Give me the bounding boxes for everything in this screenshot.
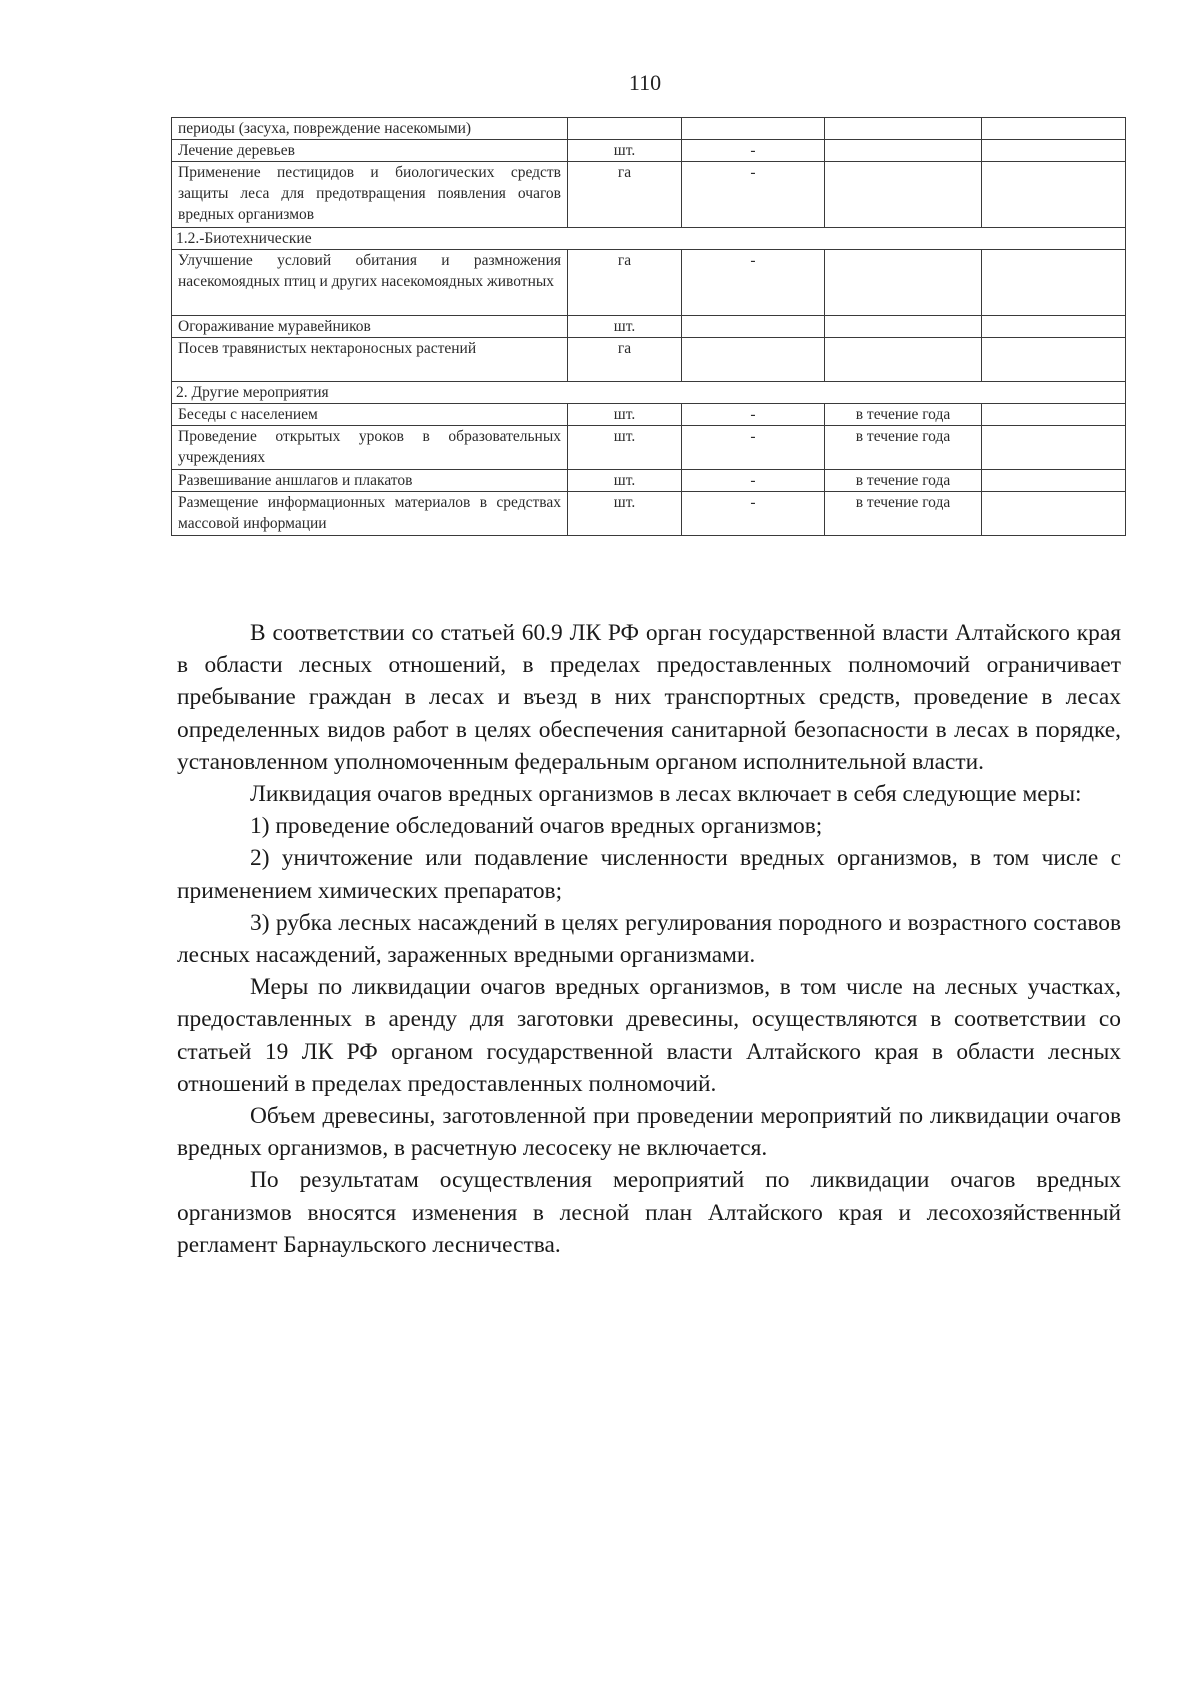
table-section-row [172, 228, 1126, 250]
table-cell-empty [982, 404, 1126, 426]
table-row [172, 470, 1126, 492]
table-row [172, 492, 1126, 536]
table-cell-unit: га [568, 338, 682, 382]
table-row [172, 140, 1126, 162]
table-cell-value: - [682, 426, 825, 470]
table-cell-value: - [682, 404, 825, 426]
page-number: 110 [628, 70, 662, 95]
table-cell-name: Лечение деревьев [172, 140, 568, 162]
table-cell-value: - [682, 250, 825, 316]
table-cell-unit: шт. [568, 470, 682, 492]
list-item: 2) уничтожение или подавление численности вредных организмов, в том числе с применением химических препаратов; [177, 845, 1121, 904]
table-cell-name: Огораживание муравейников [172, 316, 568, 338]
table-cell-name: Применение пестицидов и биологических средств защиты леса для предотвращения появления очагов вредных организмов [172, 162, 568, 228]
table-cell-unit: шт. [568, 140, 682, 162]
table-cell-term [825, 316, 982, 338]
table-row [172, 426, 1126, 470]
table-cell-value: - [682, 492, 825, 536]
table-cell-empty [982, 118, 1126, 140]
table-cell-term [825, 140, 982, 162]
table-cell-unit: шт. [568, 404, 682, 426]
table-row [172, 404, 1126, 426]
table-cell-name: Развешивание аншлагов и плакатов [172, 470, 568, 492]
table-cell-name: Проведение открытых уроков в образовательных учреждениях [172, 426, 568, 470]
table-cell-name: Посев травянистых нектароносных растений [172, 338, 568, 382]
table-cell-empty [982, 316, 1126, 338]
table-cell-term: в течение года [825, 492, 982, 536]
paragraph: В соответствии со статьей 60.9 ЛК РФ орган государственной власти Алтайского края в области лесных отношений, в пределах предоставленных полномочий ограничивает пребывание граждан в лесах и въезд в них транспортных средств, проведение в лесах определенных видов работ в целях обеспечения санитарной безопасности в лесах в порядке, установленном уполномоченным федеральным органом исполнительной власти. [177, 620, 1121, 775]
table-cell-empty [982, 162, 1126, 228]
table-row [172, 118, 1126, 140]
table-cell-value [682, 338, 825, 382]
table-row [172, 316, 1126, 338]
table-cell-empty [982, 140, 1126, 162]
table-cell-name: периоды (засуха, повреждение насекомыми) [172, 118, 568, 140]
table-cell-name: Размещение информационных материалов в средствах массовой информации [172, 492, 568, 536]
table-cell-term: в течение года [825, 404, 982, 426]
table-cell-value: - [682, 470, 825, 492]
table-cell-empty [982, 338, 1126, 382]
section-heading: 2. Другие мероприятия [172, 382, 1126, 404]
table-cell-term: в течение года [825, 426, 982, 470]
table-cell-empty [982, 426, 1126, 470]
table-cell-value [682, 118, 825, 140]
table-cell-unit: шт. [568, 492, 682, 536]
table-cell-empty [982, 250, 1126, 316]
section-heading: 1.2.-Биотехнические [172, 228, 1126, 250]
list-item: 1) проведение обследований очагов вредных организмов; [250, 813, 823, 840]
table-cell-value: - [682, 162, 825, 228]
table-cell-value [682, 316, 825, 338]
table-cell-unit: шт. [568, 316, 682, 338]
body-text [177, 617, 1121, 1261]
table-cell-name: Беседы с населением [172, 404, 568, 426]
table-cell-empty [982, 492, 1126, 536]
table-cell-unit: га [568, 250, 682, 316]
table-cell-value: - [682, 140, 825, 162]
paragraph: Объем древесины, заготовленной при проведении мероприятий по ликвидации очагов вредных организмов, в расчетную лесосеку не включается. [177, 1103, 1121, 1162]
list-item: 3) рубка лесных насаждений в целях регулирования породного и возрастного составов лесных насаждений, зараженных вредными организмами. [177, 909, 1121, 969]
table-cell-term: в течение года [825, 470, 982, 492]
table-row [172, 338, 1126, 382]
table-cell-term [825, 250, 982, 316]
table-cell-unit: га [568, 162, 682, 228]
table-cell-unit [568, 118, 682, 140]
paragraph: Меры по ликвидации очагов вредных организмов, в том числе на лесных участках, предоставленных в аренду для заготовки древесины, осуществляются в соответствии со статьей 19 ЛК РФ органом государственной власти Алтайского края в области лесных отношений в пределах предоставленных полномочий. [177, 974, 1121, 1097]
paragraph: Ликвидация очагов вредных организмов в лесах включает в себя следующие меры: [250, 781, 1082, 808]
table-cell-name: Улучшение условий обитания и размножения насекомоядных птиц и других насекомоядных животных [172, 250, 568, 316]
table-cell-term [825, 338, 982, 382]
paragraph: По результатам осуществления мероприятий по ликвидации очагов вредных организмов вносятся изменения в лесной план Алтайского края и лесохозяйственный регламент Барнаульского лесничества. [177, 1167, 1121, 1258]
table-row [172, 162, 1126, 228]
table-cell-term [825, 118, 982, 140]
table-cell-term [825, 162, 982, 228]
table-cell-empty [982, 470, 1126, 492]
table-row [172, 250, 1126, 316]
table-cell-unit: шт. [568, 426, 682, 470]
measures-table [171, 117, 1126, 536]
table-section-row [172, 382, 1126, 404]
